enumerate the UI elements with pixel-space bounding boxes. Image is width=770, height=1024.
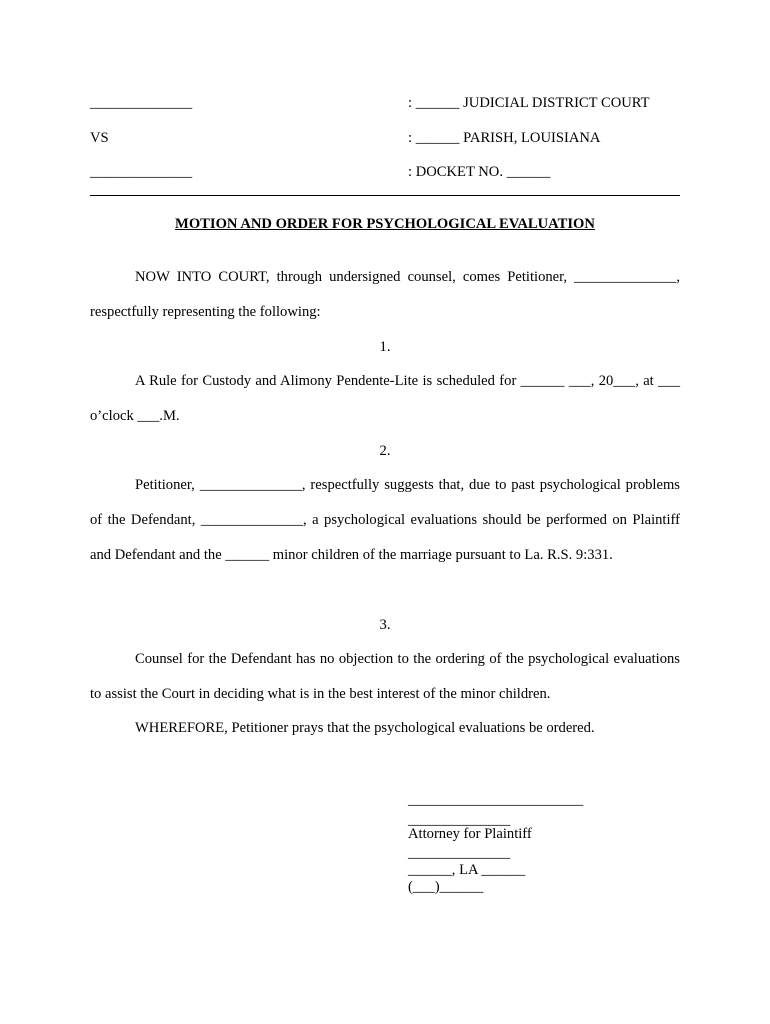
court-line: : ______ JUDICIAL DISTRICT COURT [408, 95, 650, 111]
section-text-1: A Rule for Custody and Alimony Pendente-Lite is scheduled for ______ ___, 20___, at ___ o’clock ___.M. [90, 373, 680, 424]
caption-divider [90, 195, 680, 196]
section-number-1: 1. [379, 339, 391, 355]
attorney-address-blank: ______________ [408, 845, 511, 861]
attorney-role: Attorney for Plaintiff [408, 826, 532, 842]
section-number-2: 2. [379, 443, 391, 459]
wherefore-paragraph: WHEREFORE, Petitioner prays that the psychological evaluations be ordered. [135, 720, 595, 736]
signature-line: ________________________ [408, 792, 584, 808]
section-text-2: Petitioner, ______________, respectfully suggests that, due to past psychological problems of the Defendant, ______________, a psychological evaluations should be performed on Plaintiff and Defendant and the ______ minor children of the marriage pursuant to La. R.S. 9:331. [90, 477, 680, 563]
attorney-name-blank: ______________ [408, 812, 511, 828]
document-title: MOTION AND ORDER FOR PSYCHOLOGICAL EVALUATION [175, 216, 595, 232]
parish-line: : ______ PARISH, LOUISIANA [408, 130, 601, 146]
defendant-name-blank: ______________ [90, 164, 193, 180]
section-number-3: 3. [379, 617, 391, 633]
versus-label: VS [90, 130, 109, 146]
docket-line: : DOCKET NO. ______ [408, 164, 551, 180]
plaintiff-name-blank: ______________ [90, 95, 193, 111]
attorney-city-line: ______, LA ______ [408, 862, 526, 878]
attorney-phone-line: (___)______ [408, 879, 484, 895]
intro-paragraph: NOW INTO COURT, through undersigned counsel, comes Petitioner, ______________, respectfully representing the following: [90, 269, 680, 320]
section-text-3: Counsel for the Defendant has no objection to the ordering of the psychological evaluations to assist the Court in deciding what is in the best interest of the minor children. [90, 651, 680, 702]
